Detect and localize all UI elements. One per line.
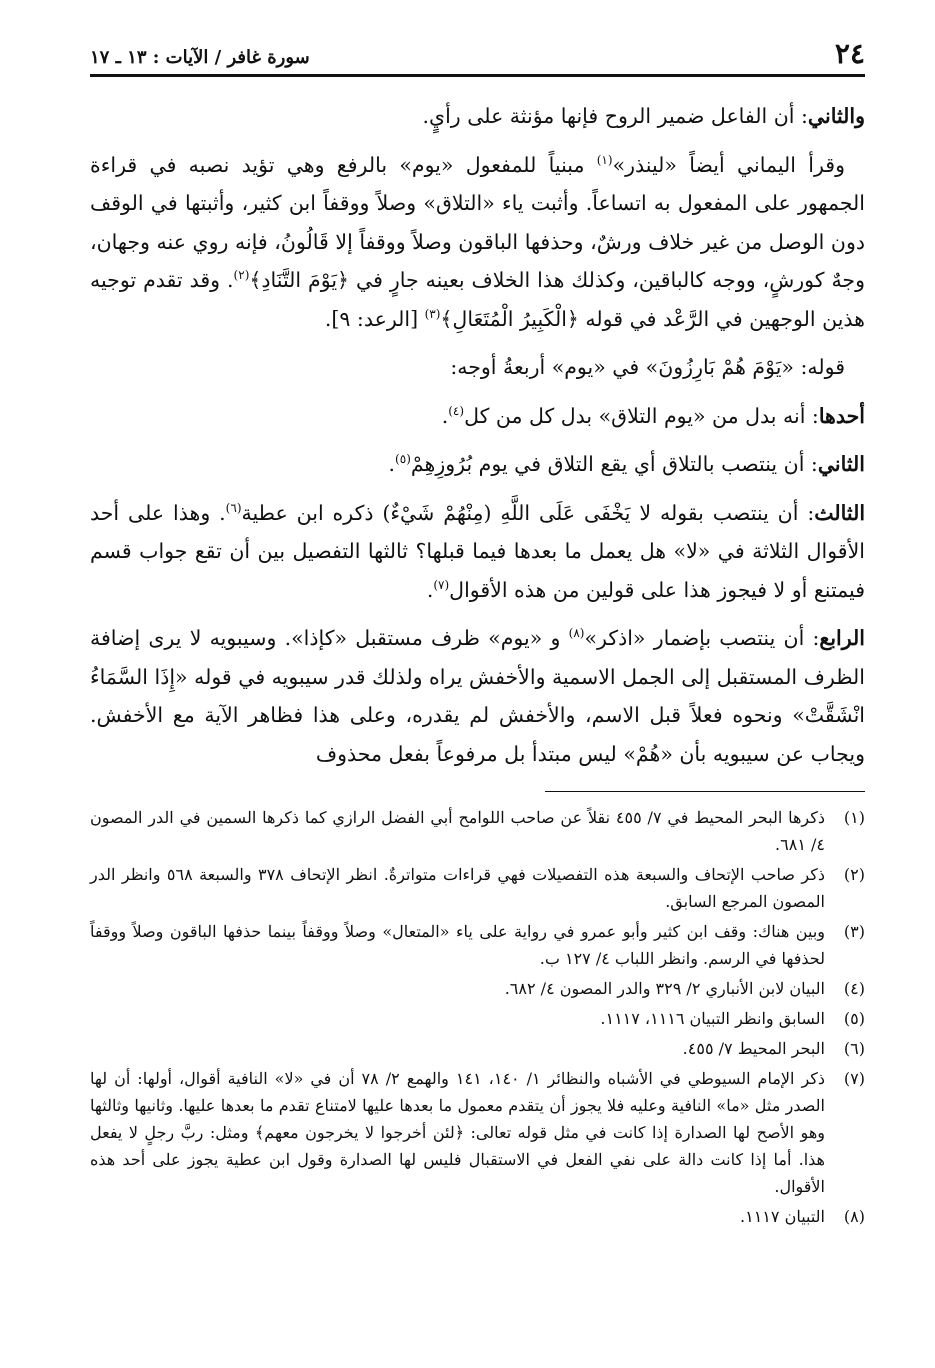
footnote-number: (٥)	[843, 1009, 865, 1028]
paragraph-text: : أن ينتصب بالتلاق أي يقع التلاق في يوم بُرُوزِهِمْ	[410, 452, 818, 476]
footnote-number: (١)	[843, 808, 865, 827]
footnote	[90, 1065, 865, 1200]
footnote-text: وبين هناك: وقف ابن كثير وأبو عمرو في رواية على ياء «المتعال» وصلاً ووقفاً بينما حذفها الباقون وصلاً ووقفاً لحذفها في الرسم. وانظر اللباب ٤/ ١٢٧ ب.	[90, 922, 825, 968]
paragraph-text: وقرأ اليماني أيضاً «لينذر»	[612, 152, 845, 177]
footnote-ref: (٥)	[395, 452, 411, 467]
footnote	[90, 804, 865, 858]
footnote-ref: (١)	[596, 152, 613, 167]
paragraph-text: : أن ينتصب بإضمار «اذكر»	[584, 626, 820, 650]
footnotes	[90, 804, 865, 1230]
footnote-divider	[545, 791, 865, 792]
footnote-text: ذكرها البحر المحيط في ٧/ ٤٥٥ نقلاً عن صاحب اللوامح أبي الفضل الرازي كما ذكرها السمين في الدر المصون ٤/ ٦٨١.	[90, 808, 825, 854]
paragraph	[90, 97, 865, 136]
footnote-number: (٣)	[843, 922, 865, 941]
main-text	[90, 97, 865, 773]
footnote-number: (٦)	[843, 1039, 865, 1058]
paragraph-text: [الرعد: ٩].	[324, 306, 425, 331]
footnote-text: السابق وانظر التبيان ١١١٦، ١١١٧.	[600, 1009, 825, 1028]
paragraph-lead: الثالث	[814, 500, 866, 525]
footnote-text: التبيان ١١١٧.	[740, 1207, 825, 1226]
footnote-ref: (٤)	[448, 403, 465, 418]
footnote	[90, 1035, 865, 1062]
paragraph-lead: الرابع	[819, 626, 865, 650]
footnote-number: (٢)	[843, 865, 865, 884]
paragraph-text: و «يوم» ظرف مستقبل «كإذا». وسيبويه لا يرى إضافة الظرف المستقبل إلى الجمل الاسمية والأخفش يراه ولذلك قدر سيبويه في قوله «إِذَا السَّمَاءُ انْشَقَّتْ» ونحوه فعلاً قبل الاسم، والأخفش لم يقدره، وعلى هذا فظاهر الآية مع الأخفش. ويجاب عن سيبويه بأن «هُمْ» ليس مبتدأ بل مرفوعاً بفعل محذوف	[90, 626, 865, 766]
paragraph	[90, 619, 865, 773]
footnote-ref: (٨)	[568, 626, 585, 641]
footnote-number: (٨)	[843, 1207, 865, 1226]
footnote-ref: (٢)	[233, 268, 250, 283]
footnote	[90, 861, 865, 915]
paragraph-text: .	[441, 403, 449, 428]
footnote-ref: (٣)	[424, 306, 441, 321]
paragraph	[90, 146, 865, 339]
paragraph-text: : أنه بدل من «يوم التلاق» بدل كل من كل	[464, 403, 819, 428]
footnote	[90, 975, 865, 1002]
footnote-text: ذكر صاحب الإتحاف والسبعة هذه التفصيلات فهي قراءات متواترةٌ. انظر الإتحاف ٣٧٨ والسبعة ٥٦٨ وانظر الدر المصون المرجع السابق.	[90, 865, 825, 911]
page-header	[90, 37, 865, 77]
paragraph-lead: والثاني	[807, 104, 865, 128]
paragraph-text: قوله: «يَوْمَ هُمْ بَارِزُونَ» في «يوم» أربعةُ أوجه:	[450, 355, 845, 379]
running-head: سورة غافر / الآيات : ١٣ ـ ١٧	[90, 47, 310, 68]
footnote-number: (٧)	[843, 1069, 865, 1088]
paragraph	[90, 348, 865, 387]
footnote	[90, 1203, 865, 1230]
page-number: ٢٤	[834, 37, 865, 70]
paragraph-text: .	[426, 577, 434, 602]
footnote-ref: (٧)	[433, 577, 450, 592]
paragraph-lead: الثاني	[817, 452, 865, 476]
paragraph-text: .	[388, 452, 396, 476]
paragraph-text: مبنياً للمفعول «يوم» بالرفع وهي تؤيد نصبه في قراءة الجمهور على المفعول به اتساعاً. وأثبت ياء «التلاق» وصلاً ووقفاً ابن كثير، وأثبتها في الوقف دون الوصل من غير خلاف ورشٌ، وحذفها الباقون وصلاً ووقفاً إلا قَالُونُ، فإنه روي عنه وجهان، وجهٌ كورشٍ، ووجه كالباقين، وكذلك هذا الخلاف بعينه جارٍ في ﴿يَوْمَ التَّنَادِ﴾	[90, 152, 866, 292]
footnote-text: ذكر الإمام السيوطي في الأشباه والنظائر ١/ ١٤٠، ١٤١ والهمع ٢/ ٧٨ أن في «لا» النافية أقوال، أولها: أن لها الصدر مثل «ما» النافية وعليه فلا يجوز أن يتقدم معمول ما بعدها عليها لامتناع تقدم ما بعدها عليها. وثانيها وثالثها وهو الأصح لها الصدارة إذا كانت في مثل قوله تعالى: ﴿لئن أخرجوا لا يخرجون معهم﴾ ومثل: ربَّ رجلٍ لا يفعل هذا. أما إذا كانت دالة على نفي الفعل في الاستقبال فليس لها الصدارة وقول ابن عطية يجوز على أحد هذه الأقوال.	[90, 1069, 826, 1196]
paragraph	[90, 494, 865, 610]
paragraph-text: . وهذا على أحد الأقوال الثلاثة في «لا» هل يعمل ما بعدها فيما قبلها؟ ثالثها التفصيل بين أن تقع جواب قسم فيمتنع أو لا فيجوز هذا على قولين من هذه الأقوال	[90, 500, 865, 602]
paragraph-text: . وقد تقدم توجيه هذين الوجهين في الرَّعْد في قوله ﴿الْكَبِيرُ الْمُتَعَالِ﴾	[90, 268, 865, 331]
footnote	[90, 918, 865, 972]
paragraph-text: : أن الفاعل ضمير الروح فإنها مؤنثة على رأيٍ.	[422, 104, 808, 128]
paragraph-lead: أحدها	[818, 403, 865, 428]
footnote-text: البحر المحيط ٧/ ٤٥٥.	[682, 1039, 825, 1058]
footnote-ref: (٦)	[225, 500, 242, 515]
footnote	[90, 1005, 865, 1032]
footnote-text: البيان لابن الأنباري ٢/ ٣٢٩ والدر المصون ٤/ ٦٨٢.	[504, 979, 825, 998]
paragraph	[90, 445, 865, 484]
paragraph-text: : أن ينتصب بقوله لا يَخْفَى عَلَى اللَّهِ (مِنْهُمْ شَيْءٌ) ذكره ابن عطية	[241, 500, 815, 525]
paragraph	[90, 397, 865, 436]
page	[90, 37, 866, 1233]
footnote-number: (٤)	[843, 979, 865, 998]
